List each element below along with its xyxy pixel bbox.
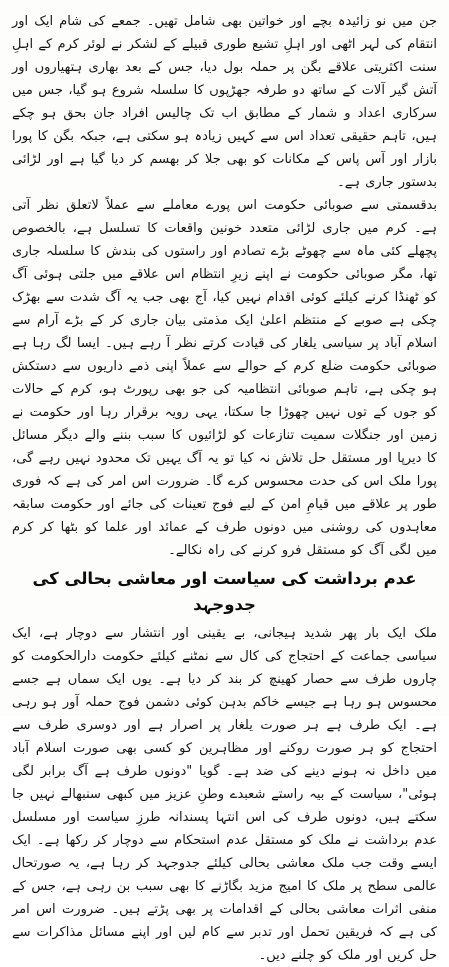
article-paragraph-kurram-clashes: جن میں نو زائیدہ بچے اور خواتین بھی شامل تھیں۔ جمعے کی شام ایک اور انتقام کی لہر اٹھی اور اہلِ تشیع طوری قبیلے کے لشکر نے لوئر کرم کے اہلِ سنت اکثریتی علاقے بگن پر حملہ بول دیا، جس کے بعد بھاری ہتھیاروں اور آتش گیر آلات کے ساتھ دو طرفہ جھڑپوں کا سلسلہ شروع ہو گیا، جس میں سرکاری اعداد و شمار کے مطابق اب تک چالیس افراد جان بحق ہو چکے ہیں، تاہم حقیقی تعداد اس سے کہیں زیادہ ہو سکتی ہے، جبکہ بگن کا پورا بازار اور آس پاس کے مکانات کو بھی جلا کر بھسم کر دیا گیا ہے اور لڑائی بدستور جاری ہے۔ <box>12 14 437 190</box>
article-paragraph-provincial-government: بدقسمتی سے صوبائی حکومت اس پورے معاملے سے عملاً لاتعلق نظر آتی ہے۔ کرم میں جاری لڑائی متعدد خونین واقعات کا تسلسل ہے، بالخصوص پچھلے کئی ماہ سے چھوٹے بڑے تصادم اور راستوں کی بندش کا سلسلہ جاری تھا، مگر صوبائی حکومت نے اپنے زیرِ انتظام اس علاقے میں جلتی ہوئی آگ کو ٹھنڈا کرنے کیلئے کوئی اقدام نہیں کیا، آج بھی جب یہ آگ شدت سے بھڑک چکی ہے صوبے کے منتظم اعلیٰ ایک مذمتی بیان جاری کر کے بڑے آرام سے اسلام آباد پر سیاسی یلغار کی قیادت کرتے نظر آ رہے ہیں۔ ایسا لگ رہا ہے صوبائی حکومت ضلع کرم کے حوالے سے عملاً اپنی ذمے داریوں سے دستکش ہو چکی ہے، تاہم صوبائی انتظامیہ کی جو بھی رپورٹ ہو، کرم کے حالات کو جوں کے توں نہیں چھوڑا جا سکتا، یہی رویہ برقرار رہا اور حکومت نے زمین اور جنگلات سمیت تنازعات کو لڑائیوں کا سبب بننے والے دیگر مسائل کا دیرپا اور مستقل حل تلاش نہ کیا تو یہ آگ یہیں تک محدود نہیں رہے گی، پورا ملک اس کی حدت محسوس کرے گا۔ ضرورت اس امر کی ہے کہ فوری طور پر علاقے میں قیامِ امن کے لیے فوج تعینات کی جائے اور حکومت سابقہ معاہدوں کی روشنی میں دونوں طرف کے عمائد اور علما کو بٹھا کر کرم میں لگی آگ کو مستقل فرو کرنے کی راہ نکالے۔ <box>12 198 437 558</box>
section-heading: عدم برداشت کی سیاست اور معاشی بحالی کی جدوجہد <box>32 569 417 614</box>
article-paragraph-political-intolerance: ملک ایک بار پھر شدید ہیجانی، بے یقینی اور انتشار سے دوچار ہے، ایک سیاسی جماعت کے احتجاج کی کال سے نمٹنے کیلئے حکومت دارالحکومت کو چاروں طرف سے حصار کھینچ کر بند کر دیا ہے۔ یوں ایک سماں ہے جسے محسوس ہو رہا ہے جیسے خاکم بدہن کوئی دشمن فوج حملہ آور ہو رہی ہے۔ ایک طرف ہے ہر صورت یلغار پر اصرار ہے اور دوسری طرف سے احتجاج کو ہر صورت روکنے اور مظاہرین کو کسی بھی صورت اسلام آباد میں داخل نہ ہونے دینے کی ضد ہے۔ گویا "دونوں طرف ہے آگ برابر لگی ہوئی"، سیاست کے بیہ راستے شعبدے وطنِ عزیز میں کبھی سنبھالے نہیں جا سکتے ہیں، دونوں طرف کی اس انتہا پسندانہ طرزِ سیاست اور مسلسل عدم برداشت نے ملک کو مستقل عدم استحکام سے دوچار کر رکھا ہے۔ ایک ایسے وقت جب ملک معاشی بحالی کیلئے جدوجہد کر رہا ہے، یہ صورتحال عالمی سطح پر ملک کا امیج مزید بگاڑنے کا بھی سبب بن رہی ہے، جس کے منفی اثرات معاشی بحالی کے اقدامات پر بھی پڑتے ہیں۔ ضرورت اس امر کی ہے کہ فریقین تحمل اور تدبر سے کام لیں اور اپنے مسائل مذاکرات سے حل کریں اور ملک کو چلنے دیں۔ <box>12 626 437 963</box>
